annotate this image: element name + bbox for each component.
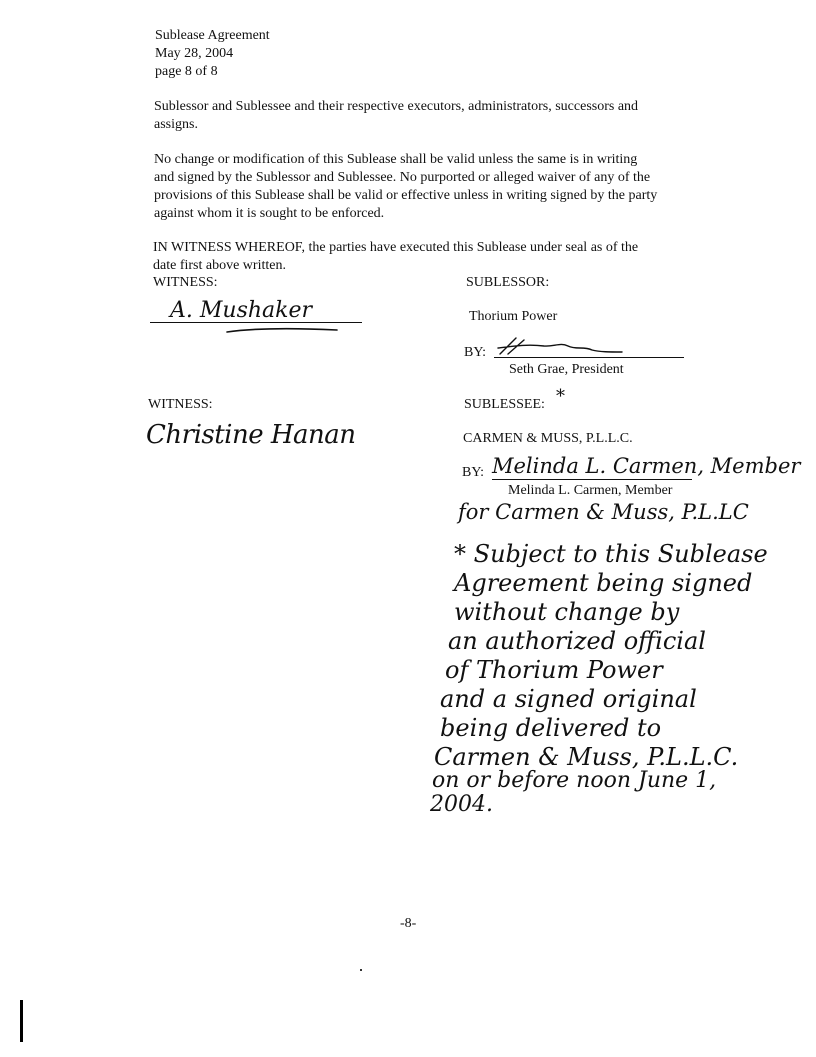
footer-page-number: -8- — [400, 916, 417, 931]
witness-1-label: WITNESS: — [153, 275, 218, 290]
paragraph-1-line-2: assigns. — [154, 117, 198, 132]
witness-2-signature: Christine Hanan — [146, 420, 356, 450]
handwritten-note-line-5: of Thorium Power — [445, 656, 663, 684]
scan-edge-bar — [20, 1000, 23, 1042]
paragraph-2-line-3: provisions of this Sublease shall be valid or effective unless in writing signed by the party — [154, 188, 658, 203]
handwritten-note-line-9: on or before noon June 1, — [432, 768, 717, 793]
paragraph-2-line-4: against whom it is sought to be enforced. — [154, 206, 385, 221]
paragraph-2-line-2: and signed by the Sublessor and Sublessee. No purported or alleged waiver of any of the — [154, 170, 651, 185]
page-indicator: page 8 of 8 — [155, 64, 218, 79]
sublessee-signature-continuation: for Carmen & Muss, P.L.LC — [458, 500, 749, 524]
handwritten-note-line-1: * Subject to this Sublease — [454, 540, 768, 568]
sublessee-by-label: BY: — [462, 465, 485, 480]
handwritten-note-line-2: Agreement being signed — [454, 569, 753, 597]
sublessee-name: CARMEN & MUSS, P.L.L.C. — [463, 431, 633, 446]
sublessee-asterisk-mark: * — [556, 386, 565, 407]
sublessor-signatory: Seth Grae, President — [509, 362, 624, 377]
handwritten-note-line-6: and a signed original — [440, 685, 697, 713]
handwritten-note-line-10: 2004. — [430, 792, 493, 817]
witness-2-label: WITNESS: — [148, 397, 213, 412]
witness-1-signature-line — [150, 322, 362, 323]
sublessor-signature-line — [494, 357, 684, 358]
sublessee-signature-line — [492, 479, 692, 480]
witness-1-underline-flourish — [225, 326, 345, 340]
paragraph-2-line-1: No change or modification of this Sublease shall be valid unless the same is in writing — [154, 152, 638, 167]
document-date: May 28, 2004 — [155, 46, 234, 61]
paragraph-1-line-1: Sublessor and Sublessee and their respective executors, administrators, successors and — [154, 99, 639, 114]
sublessor-name: Thorium Power — [469, 309, 558, 324]
sublessee-label: SUBLESSEE: — [464, 397, 545, 412]
sublessor-label: SUBLESSOR: — [466, 275, 550, 290]
sublessor-by-label: BY: — [464, 345, 487, 360]
paragraph-3-line-1: IN WITNESS WHEREOF, the parties have executed this Sublease under seal as of the — [153, 240, 639, 255]
sublessee-signatory: Melinda L. Carmen, Member — [508, 483, 673, 498]
handwritten-note-line-7: being delivered to — [440, 714, 662, 742]
handwritten-note-line-8: Carmen & Muss, P.L.L.C. — [434, 743, 739, 771]
sublessee-signature: Melinda L. Carmen, Member — [492, 454, 801, 478]
document-title: Sublease Agreement — [155, 28, 270, 43]
handwritten-note-line-3: without change by — [454, 598, 680, 626]
handwritten-note-line-4: an authorized official — [448, 627, 706, 655]
paragraph-3-line-2: date first above written. — [153, 258, 286, 273]
scan-mark-dot — [360, 969, 362, 971]
witness-1-signature: A. Mushaker — [170, 298, 313, 323]
